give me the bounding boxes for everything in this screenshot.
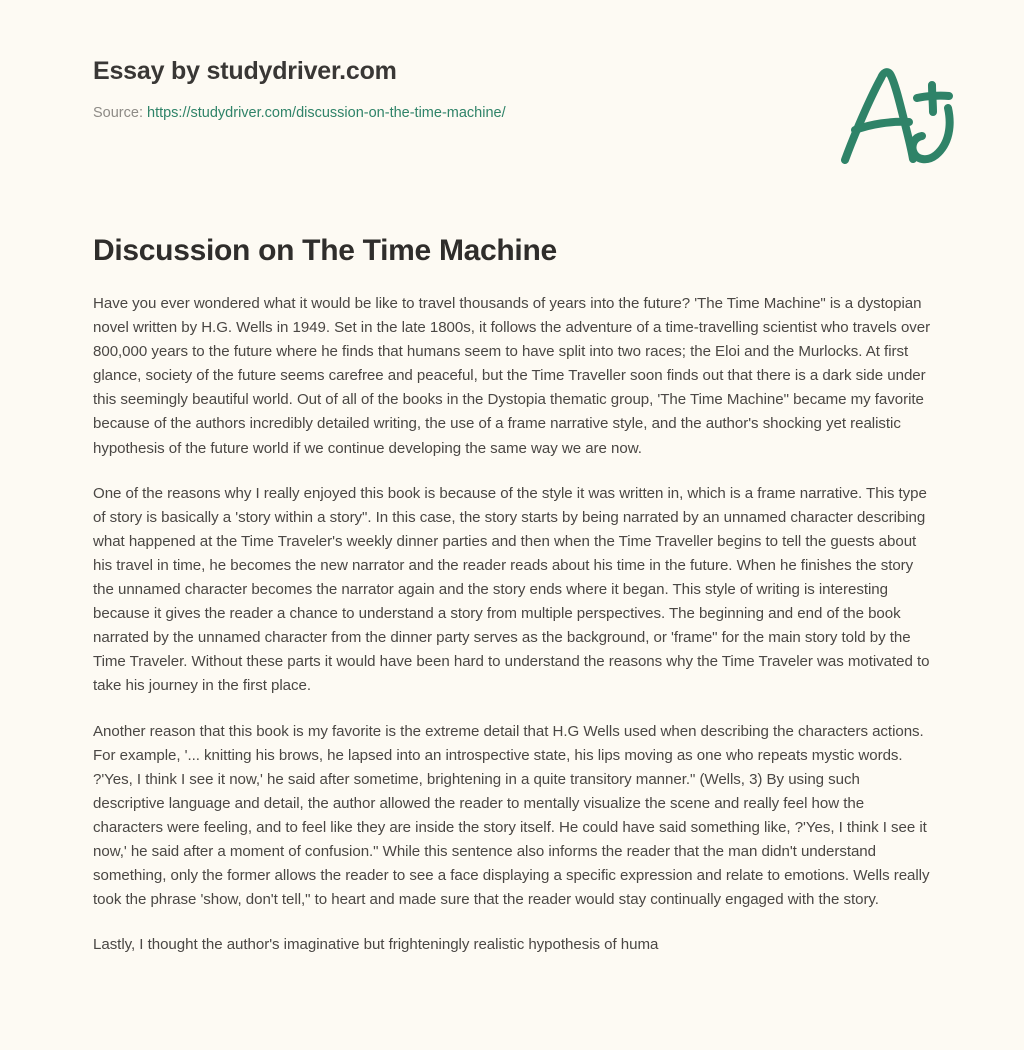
page-header — [93, 0, 931, 130]
source-label: Source: — [93, 104, 147, 121]
source-url-link[interactable]: https://studydriver.com/discussion-on-the-time-machine/ — [147, 104, 506, 121]
essay-byline: Essay by studydriver.com — [93, 57, 397, 85]
paragraph: One of the reasons why I really enjoyed this book is because of the style it was written in, which is a frame narrative. This type of story is basically a 'story within a story". In this case, the story starts by being narrated by an unnamed character describing what happened at the Time Traveler's weekly dinner parties and then when the Time Traveller begins to tell the guests about his travel in time, he becomes the new narrator and the reader reads about his time in the future. When he finishes the story the unnamed character becomes the narrator again and the story ends where it began. This style of writing is interesting because it gives the reader a chance to understand a story from multiple perspectives. The beginning and end of the book narrated by the unnamed character from the dinner party serves as the background, or 'frame" for the main story told by the Time Traveler. Without these parts it would have been hard to understand the reasons why the Time Traveler was motivated to take his journey in the first place. — [93, 484, 930, 695]
source-line — [93, 105, 931, 122]
paragraph: Have you ever wondered what it would be like to travel thousands of years into the future? 'The Time Machine" is a dystopian novel written by H.G. Wells in 1949. Set in the late 1800s, it follows the adventure of a time-travelling scientist who travels over 800,000 years to the future where he finds that humans seem to have split into two races; the Eloi and the Murlocks. At first glance, society of the future seems carefree and peaceful, but the Time Traveller soon finds out that there is a dark side under this seemingly beautiful world. Out of all of the books in the Dystopia thematic group, 'The Time Machine" became my favorite because of the authors incredibly detailed writing, the use of a frame narrative style, and the author's shocking yet realistic hypothesis of the future world if we continue developing the same way we are now. — [93, 295, 931, 457]
paragraph: Another reason that this book is my favorite is the extreme detail that H.G Wells used when describing the characters actions. For example, '... knitting his brows, he lapsed into an introspective state, his lips moving as one who repeats mystic words. ?'Yes, I think I see it now,' he said after sometime, brightening in a quite transitory manner." (Wells, 3) By using such descriptive language and detail, the author allowed the reader to mentally visualize the scene and really feel how the characters were feeling, and to feel like they are inside the story itself. He could have said something like, ?'Yes, I think I see it now,' he said after a moment of confusion." While this sentence also informs the reader that the man didn't understand something, only the former allows the reader to see a face displaying a specific expression and relate to emotions. Wells really took the phrase 'show, don't tell," to heart and made sure that the reader would stay continually engaged with the story. — [93, 722, 930, 909]
page-title: Discussion on The Time Machine — [93, 234, 557, 267]
paragraph-truncated: Lastly, I thought the author's imaginative but frighteningly realistic hypothesis of huma — [93, 936, 659, 954]
essay-body — [93, 269, 931, 957]
